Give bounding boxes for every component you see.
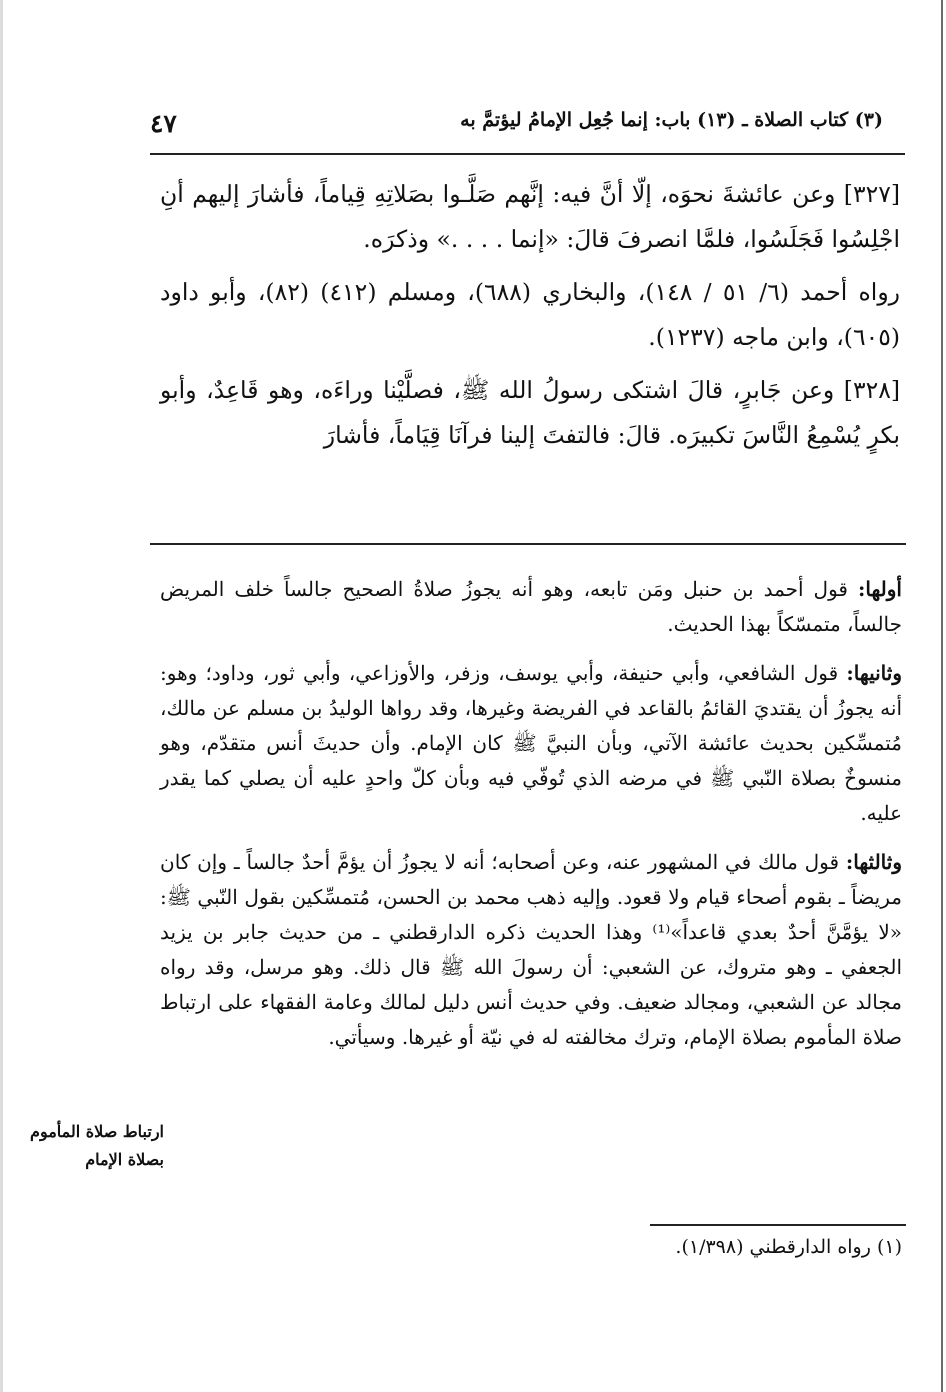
- hadith-327: [٣٢٧] وعن عائشةَ نحوَه، إلّا أنَّ فيه: إنَّهم صَلَّـوا بصَلاتِهِ قِياماً، فأشارَ إليهم أنِ اجْلِسُوا فَجَلَسُوا، فلمَّا انصرفَ قالَ: «إنما . . . .» وذكرَه.: [160, 180, 900, 253]
- hadith-327-sources: رواه أحمد (٦/ ٥١ / ١٤٨)، والبخاري (٦٨٨)، ومسلم (٤١٢) (٨٢)، وأبو داود (٦٠٥)، وابن ماجه (١٢٣٧).: [160, 278, 901, 351]
- running-title: (٣) كتاب الصلاة ـ (١٣) باب: إنما جُعِل الإمامُ ليؤتمَّ به: [460, 109, 883, 131]
- commentary-text: [160, 572, 902, 1069]
- commentary-third-opinion: [160, 845, 902, 1055]
- footnote: (١) رواه الدارقطني (١/٣٩٨).: [675, 1236, 902, 1258]
- opinion-text-second: قول الشافعي، وأبي حنيفة، وأبي يوسف، وزفر، والأوزاعي، وأبي ثور، وداود؛ وهو: أنه يجوزُ أن يقتديَ القائمُ بالقاعد في الفريضة وغيرها، وقد رواها الوليدُ بن مسلم عن مالك، مُتمسِّكين بحديث عائشة الآتي، وبأن النبيَّ ﷺ كان الإمام. وأن حديثَ أنس متقدّم، وهو منسوخٌ بصلاة النّبي ﷺ في مرضه الذي تُوفّي فيه وبأن كلّ واحدٍ عليه أن يصلي كما يقدر عليه.: [160, 661, 902, 825]
- scan-edge-left: [0, 0, 3, 1392]
- footnote-rule: [650, 1224, 906, 1226]
- opinion-lead-second: وثانيها:: [846, 661, 902, 685]
- commentary-second-opinion: [160, 656, 902, 831]
- opinion-lead-first: أولها:: [857, 577, 902, 601]
- opinion-lead-third: وثالثها:: [845, 850, 902, 874]
- commentary-separator: [150, 543, 906, 545]
- opinion-text-first: قول أحمد بن حنبل ومَن تابعه، وهو أنه يجوزُ صلاةُ الصحيح جالساً خلف المريض جالساً، متمسّكاً بهذا الحديث.: [160, 577, 902, 636]
- hadith-328: [٣٢٨] وعن جَابرٍ، قالَ اشتكى رسولُ الله ﷺ، فصلَّيْنا وراءَه، وهو قَاعِدٌ، وأبو بكرٍ يُسْمِعُ النَّاسَ تكبيرَه. قالَ: فالتفتَ إلينا فرآنَا قِيَاماً، فأشارَ: [160, 376, 900, 449]
- page-number: ٤٧: [150, 109, 177, 138]
- hadith-text: [160, 172, 900, 466]
- scan-edge-right: [941, 0, 943, 1392]
- opinion-text-third: قول مالك في المشهور عنه، وعن أصحابه؛ أنه لا يجوزُ أن يؤمَّ أحدٌ جالساً ـ وإن كان مريضاً ـ بقوم أصحاء قيام ولا قعود. وإليه ذهب محمد بن الحسن، مُتمسِّكين بقول النّبي ﷺ: «لا يؤمَّنَّ أحدٌ بعدي قاعداً»⁽¹⁾ وهذا الحديث ذكره الدارقطني ـ من حديث جابر بن يزيد الجعفي ـ وهو متروك، عن الشعبي: أن رسولَ الله ﷺ قال ذلك. وهو مرسل، وقد رواه مجالد عن الشعبي، ومجالد ضعيف. وفي حديث أنس دليل لمالك وعامة الفقهاء على ارتباط صلاة المأموم بصلاة الإمام، وترك مخالفته له في نيّة أو غيرها. وسيأتي.: [160, 850, 903, 1049]
- margin-note: ارتباط صلاة المأموم بصلاة الإمام: [30, 1122, 164, 1169]
- page-header: [150, 105, 905, 149]
- header-rule: [150, 153, 905, 155]
- commentary-first-opinion: [160, 572, 902, 642]
